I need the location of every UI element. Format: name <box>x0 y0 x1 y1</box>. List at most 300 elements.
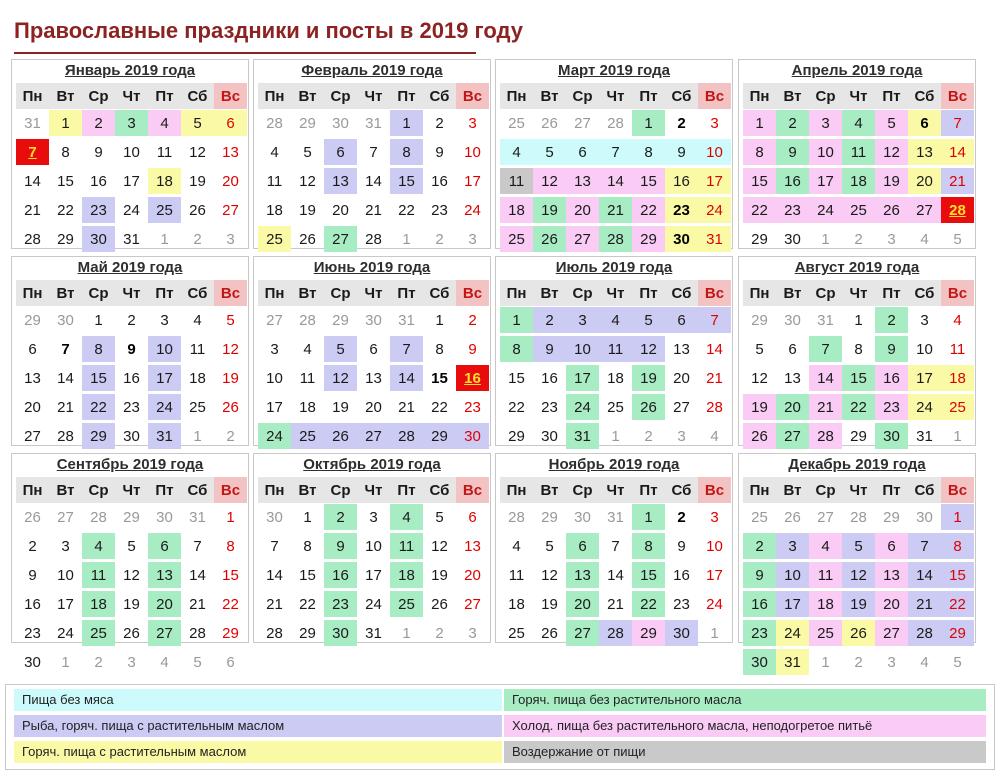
day-cell: 31 <box>776 649 809 675</box>
day-cell: 1 <box>611 427 620 445</box>
weekday-header: Сб <box>908 477 941 503</box>
day-cell: 8 <box>632 139 665 165</box>
day-cell: 15 <box>222 566 239 584</box>
day-cell: 2 <box>435 114 444 132</box>
day-cell: 4 <box>710 427 719 445</box>
day-cell: 25 <box>751 508 768 526</box>
day-cell: 12 <box>533 168 566 194</box>
day-cell: 26 <box>875 197 908 223</box>
day-cell: 29 <box>941 620 974 646</box>
day-cell: 31 <box>24 114 41 132</box>
day-cell: 3 <box>468 114 477 132</box>
weekday-header: Чт <box>115 83 148 109</box>
day-cell: 26 <box>533 226 566 252</box>
month-title: Сентябрь 2019 года <box>56 456 204 473</box>
day-cell: 30 <box>665 620 698 646</box>
day-cell: 9 <box>127 340 136 358</box>
weekday-header: Вт <box>776 280 809 306</box>
day-cell: 13 <box>566 168 599 194</box>
day-cell: 14 <box>809 365 842 391</box>
day-cell: 1 <box>953 427 962 445</box>
day-cell: 25 <box>291 423 324 449</box>
day-cell: 3 <box>920 311 929 329</box>
weekday-header: Пт <box>148 83 181 109</box>
day-cell: 13 <box>566 562 599 588</box>
weekday-header: Пн <box>258 280 291 306</box>
day-cell: 23 <box>123 398 140 416</box>
day-cell: 2 <box>875 307 908 333</box>
day-cell: 31 <box>817 311 834 329</box>
weekday-header: Сб <box>665 280 698 306</box>
day-cell: 28 <box>850 508 867 526</box>
month-title: Декабрь 2019 года <box>788 456 926 473</box>
day-cell: 20 <box>673 369 690 387</box>
weekday-header: Вт <box>776 477 809 503</box>
day-cell: 17 <box>776 591 809 617</box>
day-cell: 22 <box>743 197 776 223</box>
weekday-header: Сб <box>665 83 698 109</box>
page-title: Православные праздники и посты в 2019 году <box>14 18 524 43</box>
month-title: Февраль 2019 года <box>301 62 443 79</box>
day-cell: 24 <box>776 620 809 646</box>
day-cell: 29 <box>24 311 41 329</box>
weekday-header: Ср <box>566 83 599 109</box>
day-cell: 12 <box>222 340 239 358</box>
day-cell: 29 <box>299 624 316 642</box>
day-cell: 30 <box>57 311 74 329</box>
weekday-header: Чт <box>599 83 632 109</box>
day-cell: 29 <box>299 114 316 132</box>
day-cell: 30 <box>875 423 908 449</box>
day-cell: 24 <box>57 624 74 642</box>
day-cell: 27 <box>464 595 481 613</box>
day-cell: 6 <box>324 139 357 165</box>
day-cell: 20 <box>332 201 349 219</box>
weekday-header: Вт <box>49 280 82 306</box>
day-cell: 30 <box>574 508 591 526</box>
day-cell: 25 <box>809 620 842 646</box>
month-title: Апрель 2019 года <box>791 62 923 79</box>
day-cell: 20 <box>566 591 599 617</box>
day-cell: 17 <box>809 168 842 194</box>
weekday-header: Ср <box>82 280 115 306</box>
day-cell: 1 <box>303 508 312 526</box>
day-cell: 6 <box>226 653 235 671</box>
day-cell: 8 <box>632 533 665 559</box>
day-cell: 1 <box>743 110 776 136</box>
day-cell: 30 <box>82 226 115 252</box>
day-cell: 21 <box>266 595 283 613</box>
day-cell: 30 <box>916 508 933 526</box>
day-cell: 2 <box>226 427 235 445</box>
weekday-header: Ср <box>82 83 115 109</box>
day-cell: 21 <box>24 201 41 219</box>
day-cell: 2 <box>854 653 863 671</box>
weekday-header: Вт <box>533 477 566 503</box>
day-cell: 17 <box>464 172 481 190</box>
weekday-header: Пт <box>632 477 665 503</box>
day-cell: 4 <box>500 139 533 165</box>
day-cell: 7 <box>270 537 279 555</box>
weekday-header: Ср <box>566 477 599 503</box>
day-cell: 17 <box>123 172 140 190</box>
day-cell: 29 <box>508 427 525 445</box>
day-cell: 23 <box>431 201 448 219</box>
day-cell: 9 <box>94 143 103 161</box>
day-cell: 18 <box>508 595 525 613</box>
day-cell: 25 <box>842 197 875 223</box>
weekday-header: Пн <box>743 83 776 109</box>
day-cell: 2 <box>435 624 444 642</box>
day-cell: 10 <box>266 369 283 387</box>
day-cell: 23 <box>673 595 690 613</box>
month-title: Октябрь 2019 года <box>303 456 441 473</box>
day-cell: 1 <box>402 624 411 642</box>
day-cell: 26 <box>299 230 316 248</box>
day-cell: 12 <box>751 369 768 387</box>
day-cell: 29 <box>123 508 140 526</box>
weekday-header: Сб <box>908 83 941 109</box>
day-cell: 4 <box>920 653 929 671</box>
day-cell: 6 <box>369 340 378 358</box>
day-cell: 30 <box>743 649 776 675</box>
day-cell: 30 <box>24 653 41 671</box>
day-cell: 18 <box>390 562 423 588</box>
day-cell: 8 <box>82 336 115 362</box>
weekday-header: Ср <box>324 477 357 503</box>
weekday-header: Пн <box>500 477 533 503</box>
weekday-header: Вт <box>533 83 566 109</box>
day-cell: 2 <box>468 311 477 329</box>
day-cell: 26 <box>24 508 41 526</box>
day-cell: 25 <box>258 226 291 252</box>
day-cell: 31 <box>365 624 382 642</box>
weekday-header: Пн <box>500 83 533 109</box>
day-cell: 26 <box>324 423 357 449</box>
day-cell: 18 <box>299 398 316 416</box>
day-cell: 17 <box>706 566 723 584</box>
month-8 <box>11 453 249 671</box>
day-cell: 31 <box>916 427 933 445</box>
month-title: Март 2019 года <box>558 62 670 79</box>
day-cell: 1 <box>435 311 444 329</box>
weekday-header: Вс <box>698 477 731 503</box>
day-cell: 27 <box>566 226 599 252</box>
day-cell: 1 <box>402 230 411 248</box>
day-cell: 18 <box>809 591 842 617</box>
weekday-header: Вс <box>214 477 247 503</box>
day-cell: 22 <box>842 394 875 420</box>
day-cell: 4 <box>303 340 312 358</box>
day-cell: 16 <box>324 562 357 588</box>
day-cell: 22 <box>299 595 316 613</box>
day-cell: 8 <box>743 139 776 165</box>
day-cell: 1 <box>94 311 103 329</box>
day-cell: 26 <box>431 595 448 613</box>
day-cell: 27 <box>566 620 599 646</box>
day-cell: 29 <box>82 423 115 449</box>
weekday-header: Пт <box>875 280 908 306</box>
day-cell: 9 <box>324 533 357 559</box>
day-cell: 27 <box>222 201 239 219</box>
weekday-header: Чт <box>599 477 632 503</box>
day-cell: 24 <box>908 394 941 420</box>
day-cell: 4 <box>270 143 279 161</box>
day-cell: 21 <box>908 591 941 617</box>
day-cell: 13 <box>464 537 481 555</box>
day-cell: 16 <box>541 369 558 387</box>
day-cell: 4 <box>599 307 632 333</box>
day-cell: 17 <box>148 365 181 391</box>
weekday-header: Пт <box>390 83 423 109</box>
day-cell: 8 <box>226 537 235 555</box>
day-cell: 20 <box>464 566 481 584</box>
day-cell: 1 <box>193 427 202 445</box>
day-cell: 19 <box>533 197 566 223</box>
day-cell: 5 <box>875 110 908 136</box>
day-cell: 21 <box>599 197 632 223</box>
month-9 <box>253 453 491 643</box>
day-cell: 3 <box>61 537 70 555</box>
weekday-header: Вс <box>456 280 489 306</box>
weekday-header: Пн <box>743 280 776 306</box>
weekday-header: Чт <box>842 280 875 306</box>
day-cell: 5 <box>953 653 962 671</box>
day-cell: 30 <box>784 230 801 248</box>
day-cell: 19 <box>222 369 239 387</box>
day-cell: 24 <box>809 197 842 223</box>
day-cell: 16 <box>431 172 448 190</box>
day-cell: 26 <box>541 624 558 642</box>
day-cell: 3 <box>887 230 896 248</box>
weekday-header: Вт <box>291 477 324 503</box>
day-cell: 10 <box>123 143 140 161</box>
day-cell: 6 <box>788 340 797 358</box>
day-cell: 12 <box>189 143 206 161</box>
day-cell: 16 <box>743 591 776 617</box>
day-cell: 10 <box>148 336 181 362</box>
day-cell: 10 <box>706 537 723 555</box>
day-cell: 23 <box>541 398 558 416</box>
day-cell: 13 <box>24 369 41 387</box>
weekday-header: Пт <box>148 477 181 503</box>
weekday-header: Чт <box>842 83 875 109</box>
day-cell: 3 <box>115 110 148 136</box>
day-cell: 28 <box>809 423 842 449</box>
day-cell: 14 <box>599 168 632 194</box>
day-cell: 3 <box>566 307 599 333</box>
weekday-header: Пн <box>16 83 49 109</box>
day-cell: 26 <box>123 624 140 642</box>
day-cell: 5 <box>181 110 214 136</box>
day-cell: 14 <box>365 172 382 190</box>
day-cell: 11 <box>266 172 283 190</box>
weekday-header: Чт <box>115 477 148 503</box>
day-cell: 11 <box>842 139 875 165</box>
day-cell: 19 <box>743 394 776 420</box>
day-cell: 9 <box>28 566 37 584</box>
legend-item: Холод. пища без растительного масла, неподогретое питьё <box>504 715 986 737</box>
day-cell: 28 <box>57 427 74 445</box>
day-cell: 15 <box>431 369 448 387</box>
month-title: Июнь 2019 года <box>313 259 431 276</box>
weekday-header: Вс <box>941 477 974 503</box>
day-cell: 26 <box>632 394 665 420</box>
day-cell: 15 <box>632 168 665 194</box>
day-cell: 29 <box>883 508 900 526</box>
day-cell: 8 <box>390 139 423 165</box>
day-cell: 15 <box>390 168 423 194</box>
day-cell: 15 <box>632 562 665 588</box>
day-cell: 9 <box>435 143 444 161</box>
day-cell: 22 <box>82 394 115 420</box>
day-cell: 19 <box>875 168 908 194</box>
day-cell: 17 <box>365 566 382 584</box>
day-cell: 1 <box>854 311 863 329</box>
day-cell: 14 <box>390 365 423 391</box>
day-cell: 19 <box>431 566 448 584</box>
day-cell: 21 <box>365 201 382 219</box>
day-cell: 13 <box>784 369 801 387</box>
day-cell: 31 <box>365 114 382 132</box>
day-cell: 13 <box>148 562 181 588</box>
weekday-header: Ср <box>82 477 115 503</box>
day-cell: 27 <box>266 311 283 329</box>
day-cell: 3 <box>887 653 896 671</box>
day-cell: 4 <box>82 533 115 559</box>
day-cell: 30 <box>266 508 283 526</box>
day-cell: 3 <box>468 230 477 248</box>
day-cell: 1 <box>390 110 423 136</box>
day-cell: 3 <box>270 340 279 358</box>
day-cell: 10 <box>464 143 481 161</box>
day-cell: 5 <box>755 340 764 358</box>
day-cell: 25 <box>500 226 533 252</box>
weekday-header: Чт <box>357 280 390 306</box>
weekday-header: Ср <box>809 83 842 109</box>
weekday-header: Чт <box>599 280 632 306</box>
day-cell: 15 <box>508 369 525 387</box>
day-cell: 23 <box>82 197 115 223</box>
day-cell: 22 <box>508 398 525 416</box>
day-cell: 12 <box>632 336 665 362</box>
day-cell: 29 <box>632 226 665 252</box>
weekday-header: Пн <box>500 280 533 306</box>
day-cell: 10 <box>776 562 809 588</box>
weekday-header: Вс <box>941 83 974 109</box>
weekday-header: Вс <box>941 280 974 306</box>
weekday-header: Сб <box>908 280 941 306</box>
day-cell: 16 <box>673 566 690 584</box>
day-cell: 17 <box>908 365 941 391</box>
weekday-header: Сб <box>423 280 456 306</box>
day-cell: 11 <box>508 566 525 584</box>
day-cell: 24 <box>365 595 382 613</box>
legend-item: Рыба, горяч. пища с растительным маслом <box>14 715 502 737</box>
day-cell: 10 <box>809 139 842 165</box>
weekday-header: Пт <box>390 280 423 306</box>
day-cell: 2 <box>435 230 444 248</box>
day-cell: 25 <box>82 620 115 646</box>
weekday-header: Чт <box>115 280 148 306</box>
month-title: Июль 2019 года <box>555 259 673 276</box>
day-cell: 16 <box>875 365 908 391</box>
day-cell: 18 <box>842 168 875 194</box>
day-cell: 17 <box>698 168 731 194</box>
day-cell: 4 <box>842 110 875 136</box>
day-cell: 6 <box>665 307 698 333</box>
day-cell: 11 <box>500 168 533 194</box>
day-cell: 6 <box>566 533 599 559</box>
day-cell: 30 <box>123 427 140 445</box>
day-cell: 11 <box>390 533 423 559</box>
day-cell: 20 <box>222 172 239 190</box>
weekday-header: Ср <box>324 280 357 306</box>
day-cell: 21 <box>607 595 624 613</box>
day-cell: 2 <box>644 427 653 445</box>
day-cell: 29 <box>541 508 558 526</box>
day-cell: 1 <box>821 230 830 248</box>
day-cell: 28 <box>599 620 632 646</box>
day-cell: 18 <box>607 369 624 387</box>
weekday-header: Ср <box>809 280 842 306</box>
day-cell: 31 <box>607 508 624 526</box>
day-cell: 15 <box>743 168 776 194</box>
day-cell: 3 <box>710 114 719 132</box>
weekday-header: Вс <box>456 83 489 109</box>
day-cell: 23 <box>875 394 908 420</box>
day-cell: 30 <box>332 114 349 132</box>
day-cell: 27 <box>148 620 181 646</box>
day-cell: 5 <box>953 230 962 248</box>
day-cell: 7 <box>611 537 620 555</box>
day-cell: 12 <box>541 566 558 584</box>
day-cell: 6 <box>566 139 599 165</box>
day-cell: 28 <box>390 423 423 449</box>
day-cell: 23 <box>24 624 41 642</box>
day-cell: 7 <box>698 307 731 333</box>
day-cell: 13 <box>324 168 357 194</box>
day-cell: 6 <box>468 508 477 526</box>
day-cell: 9 <box>665 139 698 165</box>
day-cell: 6 <box>908 110 941 136</box>
day-cell: 12 <box>324 365 357 391</box>
day-cell: 3 <box>776 533 809 559</box>
day-cell: 5 <box>226 311 235 329</box>
day-cell: 2 <box>743 533 776 559</box>
day-cell: 21 <box>398 398 415 416</box>
day-cell: 26 <box>541 114 558 132</box>
day-cell: 7 <box>809 336 842 362</box>
day-cell: 2 <box>94 653 103 671</box>
day-cell: 8 <box>435 340 444 358</box>
weekday-header: Сб <box>423 477 456 503</box>
day-cell: 24 <box>123 201 140 219</box>
weekday-header: Пт <box>148 280 181 306</box>
day-cell: 24 <box>566 394 599 420</box>
month-title: Январь 2019 года <box>64 62 196 79</box>
weekday-header: Чт <box>357 477 390 503</box>
weekday-header: Сб <box>423 83 456 109</box>
day-cell: 17 <box>566 365 599 391</box>
day-cell: 23 <box>464 398 481 416</box>
day-cell: 3 <box>226 230 235 248</box>
weekday-header: Пт <box>632 280 665 306</box>
day-cell: 28 <box>90 508 107 526</box>
day-cell: 3 <box>710 508 719 526</box>
weekday-header: Чт <box>842 477 875 503</box>
day-cell: 2 <box>193 230 202 248</box>
